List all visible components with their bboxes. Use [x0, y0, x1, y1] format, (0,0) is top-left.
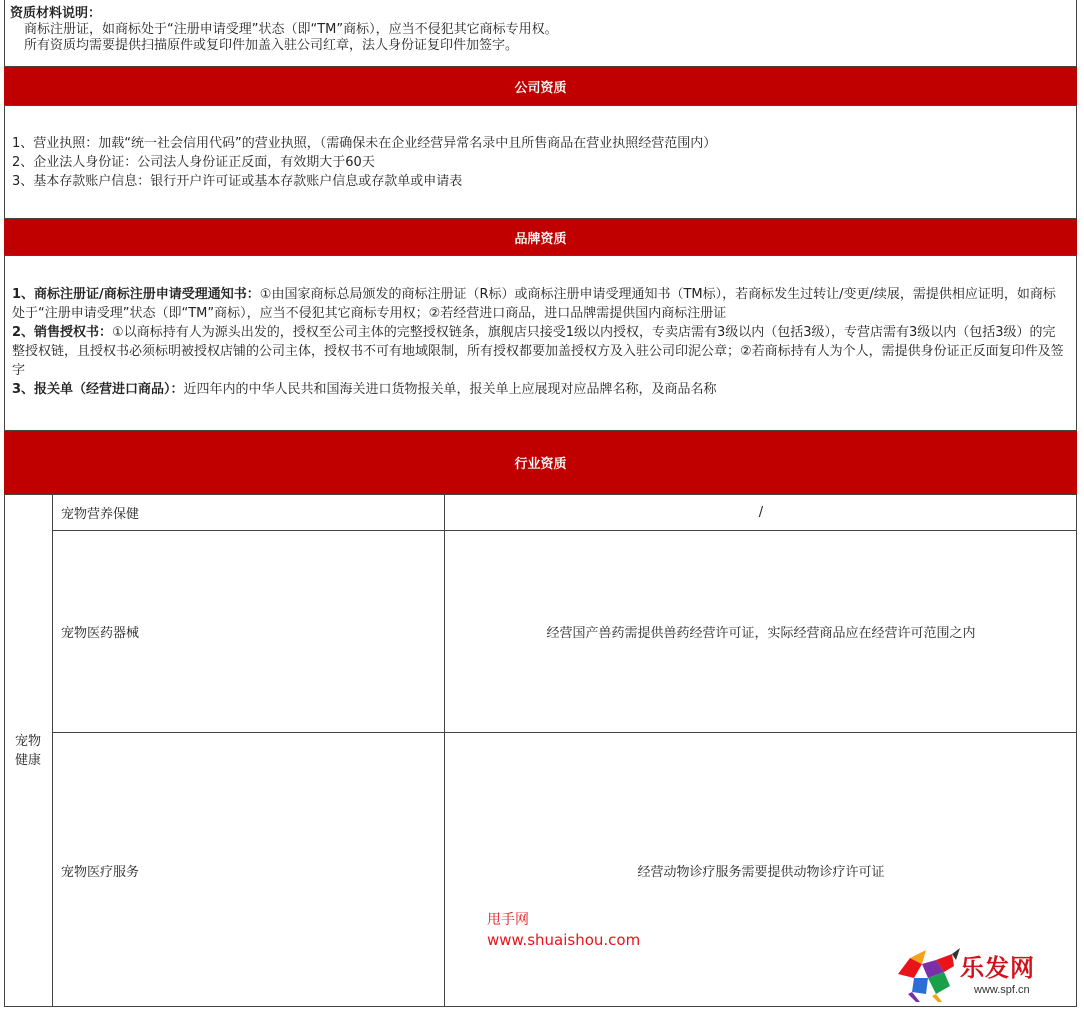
brand-section-title: 品牌资质	[514, 231, 567, 247]
company-item: 1、营业执照：加载“统一社会信用代码”的营业执照，（需确保未在企业经营异常名录中且所售商品在营业执照经营范围内）	[12, 136, 717, 151]
shuaishou-name: 甩手网	[487, 912, 529, 928]
row-name: 宠物营养保健	[53, 494, 445, 530]
brand-item	[12, 285, 1067, 323]
row-desc: 经营国产兽药需提供兽药经营许可证，实际经营商品应在经营许可范围之内	[546, 626, 976, 641]
industry-category-cell	[4, 494, 53, 1007]
intro-title: 资质材料说明：	[10, 6, 102, 21]
industry-section-title: 行业资质	[514, 457, 567, 472]
table-row	[53, 531, 1077, 733]
brand-item-text: ①由国家商标总局颁发的商标注册证（R标）或商标注册申请受理通知书（TM标），若商标发生过转让/变更/续展，需提供相应证明，如商标处于“注册申请受理”状态（即“TM”商标），应当不侵犯其它商标专用权；②若经营进口商品，进口品牌需提供国内商标注册证	[12, 287, 1056, 321]
spf-url: www.spf.cn	[974, 984, 1030, 996]
shuaishou-watermark	[487, 910, 640, 950]
spf-watermark	[892, 944, 1077, 1004]
brand-section-header	[4, 218, 1077, 256]
brand-item-label: 1、商标注册证/商标注册申请受理通知书：	[12, 287, 260, 302]
brand-item-label: 2、销售授权书：	[12, 325, 113, 340]
company-section-header	[4, 66, 1077, 106]
company-section-title: 公司资质	[514, 80, 567, 96]
row-desc: /	[758, 504, 764, 520]
brand-item	[12, 380, 1067, 399]
company-item: 3、基本存款账户信息：银行开户许可证或基本存款账户信息或存款单或申请表	[12, 174, 463, 189]
industry-section-header	[4, 430, 1077, 495]
brand-item-label: 3、报关单（经营进口商品）：	[12, 382, 184, 397]
row-name: 宠物医疗服务	[53, 733, 445, 1007]
brand-requirements	[12, 285, 1067, 399]
brand-item-text: ①以商标持有人为源头出发的，授权至公司主体的完整授权链条，旗舰店只接受1级以内授权，专卖店需有3级以内（包括3级），专营店需有3级以内（包括3级）的完整授权链，且授权书必须标明被授权店铺的公司主体，授权书不可有地域限制，所有授权都要加盖授权方及入驻公司印泥公章；②若商标持有人为个人，需提供身份证正反面复印件及签字	[12, 325, 1064, 378]
spf-name: 乐发网	[960, 953, 1035, 982]
company-requirements	[12, 134, 1067, 191]
brand-item	[12, 323, 1067, 380]
row-name: 宠物医药器械	[53, 531, 445, 732]
industry-category-label: 宠物健康	[14, 733, 41, 768]
brand-item-text: 近四年内的中华人民共和国海关进口货物报关单，报关单上应展现对应品牌名称，及商品名称	[183, 382, 717, 397]
bull-logo-icon	[892, 944, 962, 1004]
intro-line: 所有资质均需要提供扫描原件或复印件加盖入驻公司红章，法人身份证复印件加签字。	[24, 38, 519, 53]
row-desc: 经营动物诊疗服务需要提供动物诊疗许可证	[637, 864, 885, 880]
intro-line: 商标注册证，如商标处于“注册申请受理”状态（即“TM”商标），应当不侵犯其它商标专用权。	[24, 22, 558, 37]
company-item: 2、企业法人身份证：公司法人身份证正反面，有效期大于60天	[12, 155, 375, 170]
table-row	[53, 494, 1077, 531]
shuaishou-url: www.shuaishou.com	[487, 931, 641, 949]
intro-block	[10, 6, 1070, 54]
